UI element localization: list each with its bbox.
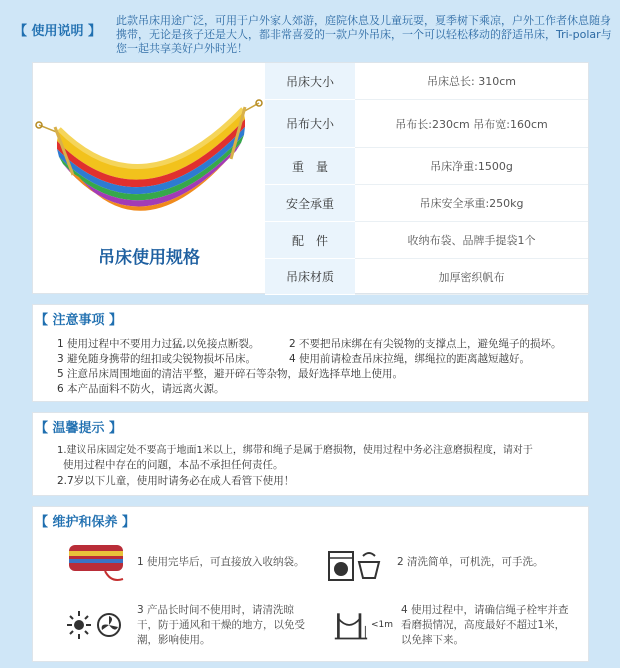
tips-panel xyxy=(32,412,589,496)
notice-panel xyxy=(32,304,589,402)
tips-line-1: 1.建议吊床固定处不要高于地面1米以上，绑带和绳子是属于磨损物，使用过程中务必注意磨损程度，请对于 xyxy=(57,445,533,456)
spec-label-material: 吊床材质 xyxy=(265,259,355,295)
notice-item-6: 6 本产品面料不防火，请远离火源。 xyxy=(57,383,225,395)
notice-item-1: 1 使用过程中不要用力过猛,以免接点断裂。 xyxy=(57,338,260,350)
care-panel xyxy=(32,506,589,662)
spec-value-accessories: 收纳布袋、品牌手提袋1个 xyxy=(355,222,588,259)
washing-icon xyxy=(327,545,383,585)
spec-heading: 吊床使用规格 xyxy=(98,248,200,268)
notice-item-4: 4 使用前请检查吊床拉绳，绑绳拉的距离越短越好。 xyxy=(289,353,531,365)
care-item-3: 3 产品长时间不使用时，请清洗晾干，防于通风和干燥的地方，以免受潮，影响使用。 xyxy=(137,604,305,646)
spec-label-weight: 重 量 xyxy=(265,148,355,185)
spec-value-fabric: 吊布长:230cm 吊布宽:160cm xyxy=(355,100,588,148)
height-limit-label: <1m xyxy=(370,620,393,630)
intro-title: 【 使用说明 】 xyxy=(14,24,102,39)
spec-label-size: 吊床大小 xyxy=(265,63,355,100)
care-item-2: 2 清洗简单，可机洗，可手洗。 xyxy=(397,556,544,568)
notice-item-5: 5 注意吊床周围地面的清洁平整，避开碎石等杂物，最好选择草地上使用。 xyxy=(57,368,404,380)
spec-value-load: 吊床安全承重:250kg xyxy=(355,185,588,222)
folded-hammock-icon xyxy=(65,539,129,585)
hammock-icon xyxy=(33,63,265,233)
spec-value-weight: 吊床净重:1500g xyxy=(355,148,588,185)
tips-line-2: 使用过程中存在的问题，本品不承担任何责任。 xyxy=(63,459,284,471)
spec-value-size: 吊床总长: 310cm xyxy=(355,63,588,100)
care-item-1: 1 使用完毕后，可直接放入收纳袋。 xyxy=(137,556,305,568)
intro-text: 此款吊床用途广泛，可用于户外家人郊游，庭院休息及儿童玩耍，夏季树下乘凉，户外工作者休息随身携带，无论是孩子还是大人，都非常喜爱的一款户外吊床，一个可以轻松移动的舒适吊床，Tri-polar与您一起共享美好户外时光！ xyxy=(116,14,612,55)
notice-title: 【 注意事项 】 xyxy=(35,313,123,328)
tips-line-3: 2.7岁以下儿童，使用时请务必在成人看管下使用！ xyxy=(57,475,295,487)
spec-label-accessories: 配 件 xyxy=(265,222,355,259)
notice-item-2: 2 不要把吊床绑在有尖锐物的支撑点上，避免绳子的损坏。 xyxy=(289,338,562,350)
tips-title: 【 温馨提示 】 xyxy=(35,421,123,436)
sun-fan-icon xyxy=(67,605,123,645)
spec-block xyxy=(32,62,589,294)
spec-label-load: 安全承重 xyxy=(265,185,355,222)
care-title: 【 维护和保养 】 xyxy=(35,515,136,530)
spec-label-fabric: 吊布大小 xyxy=(265,100,355,148)
height-limit-icon xyxy=(333,605,393,645)
care-item-4: 4 使用过程中，请确信绳子栓牢并查看磨损情况，高度最好不超过1米，以免摔下来。 xyxy=(401,604,569,646)
spec-value-material: 加厚密织帆布 xyxy=(355,259,588,295)
notice-item-3: 3 避免随身携带的纽扣或尖锐物损坏吊床。 xyxy=(57,353,257,365)
